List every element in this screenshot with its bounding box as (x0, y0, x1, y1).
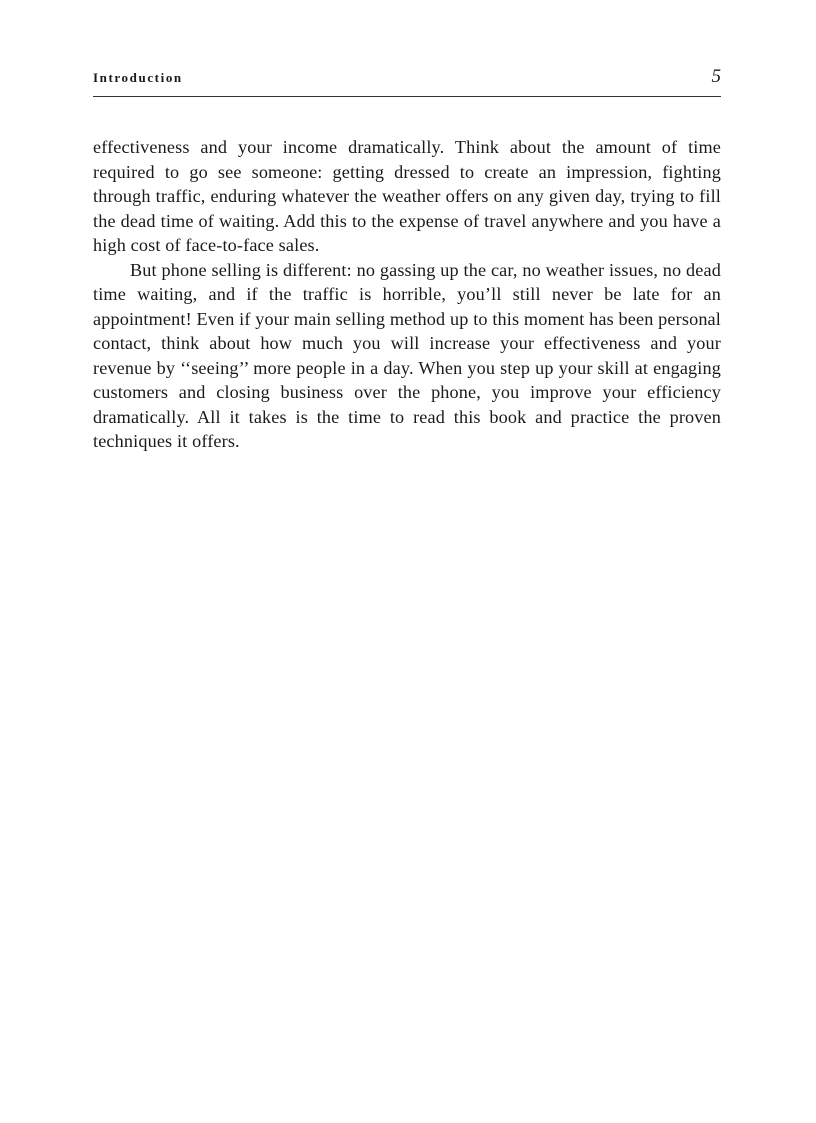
body-text (93, 135, 721, 454)
running-title: Introduction (93, 70, 183, 85)
paragraph-1: effectiveness and your income dramatically. Think about the amount of time required to go see someone: getting dressed to create an impression, fighting through traffic, enduring whatever the weather offers on any given day, trying to fill the dead time of waiting. Add this to the expense of travel anywhere and you have a high cost of face-to-face sales. (93, 137, 721, 255)
page-number: 5 (711, 66, 721, 87)
paragraph-2: But phone selling is different: no gassing up the car, no weather issues, no dead time waiting, and if the traffic is horrible, you’ll still never be late for an appointment! Even if your main selling method up to this moment has been personal contact, think about how much you will increase your effectiveness and your revenue by ‘‘seeing’’ more people in a day. When you step up your skill at engaging customers and closing business over the phone, you improve your efficiency dramatically. All it takes is the time to read this book and practice the proven techniques it offers. (93, 259, 721, 451)
running-head (93, 66, 721, 97)
